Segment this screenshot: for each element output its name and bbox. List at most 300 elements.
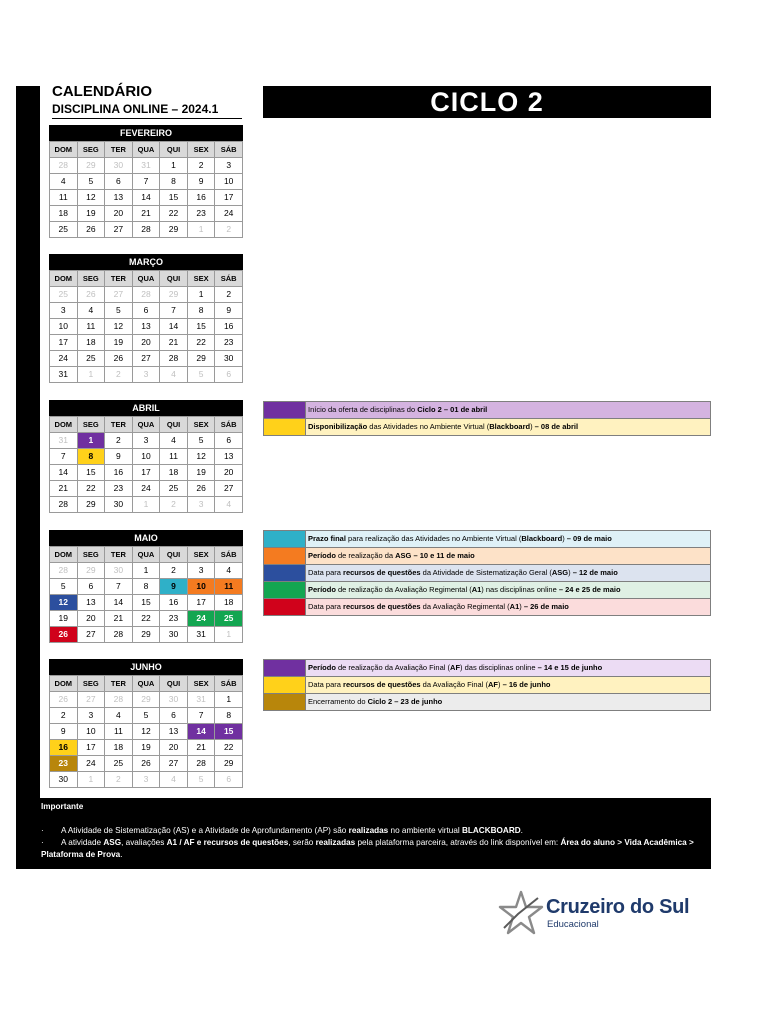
day-cell: 16 xyxy=(105,465,133,481)
day-cell: 2 xyxy=(50,708,78,724)
text-fragment: de realização da xyxy=(335,551,396,560)
bold-fragment: Blackboard xyxy=(489,422,531,431)
day-cell: 28 xyxy=(132,222,160,238)
week-row xyxy=(50,724,243,740)
day-cell: 30 xyxy=(160,627,188,643)
day-cell: 29 xyxy=(77,497,105,513)
day-cell: 14 xyxy=(132,190,160,206)
day-cell: 28 xyxy=(160,351,188,367)
week-row xyxy=(50,433,243,449)
day-cell: 13 xyxy=(160,724,188,740)
day-cell: 21 xyxy=(160,335,188,351)
bold-fragment: recursos de questões xyxy=(343,680,421,689)
legend-text xyxy=(306,677,710,693)
day-cell: 6 xyxy=(215,772,243,788)
weekday-header: DOM xyxy=(50,417,78,433)
bold-fragment: ASG xyxy=(103,838,122,847)
day-cell-highlighted: 8 xyxy=(77,449,105,465)
day-cell: 19 xyxy=(132,740,160,756)
bullet: · xyxy=(41,838,44,847)
day-cell: 11 xyxy=(77,319,105,335)
day-cell: 27 xyxy=(105,222,133,238)
day-cell: 22 xyxy=(215,740,243,756)
day-cell: 24 xyxy=(50,351,78,367)
day-cell: 4 xyxy=(160,433,188,449)
day-cell: 23 xyxy=(187,206,215,222)
bold-fragment: recursos de questões xyxy=(343,568,421,577)
text-fragment: Data para xyxy=(308,602,344,611)
day-cell: 21 xyxy=(105,611,133,627)
day-cell: 10 xyxy=(132,449,160,465)
text-fragment: Encerramento do xyxy=(308,697,368,706)
day-cell: 23 xyxy=(215,335,243,351)
month-grid xyxy=(49,270,243,383)
bold-fragment: Período xyxy=(308,663,336,672)
day-cell: 8 xyxy=(160,174,188,190)
week-row xyxy=(50,319,243,335)
day-cell: 31 xyxy=(187,692,215,708)
text-fragment: da Avaliação Regimental ( xyxy=(420,602,510,611)
day-cell: 4 xyxy=(105,708,133,724)
week-row xyxy=(50,740,243,756)
day-cell-highlighted: 14 xyxy=(187,724,215,740)
text-fragment: de realização da Avaliação Regimental ( xyxy=(335,585,472,594)
text-fragment: ) xyxy=(568,568,573,577)
day-cell: 14 xyxy=(160,319,188,335)
day-cell: 7 xyxy=(187,708,215,724)
bold-fragment: realizadas xyxy=(315,838,356,847)
day-cell: 21 xyxy=(50,481,78,497)
day-cell: 3 xyxy=(132,367,160,383)
text-fragment: ) das disciplinas online xyxy=(460,663,538,672)
week-row xyxy=(50,579,243,595)
legend-swatch xyxy=(264,531,306,547)
weekday-header: QUI xyxy=(160,676,188,692)
weekday-header: SEX xyxy=(187,271,215,287)
day-cell: 6 xyxy=(160,708,188,724)
legend-text xyxy=(306,599,710,615)
legend-junho xyxy=(263,659,711,711)
legend-swatch xyxy=(264,677,306,693)
day-cell: 30 xyxy=(105,497,133,513)
day-cell: 6 xyxy=(215,433,243,449)
bold-fragment: Ciclo 2 – 01 de abril xyxy=(417,405,488,414)
day-cell: 25 xyxy=(50,222,78,238)
day-cell: 22 xyxy=(77,481,105,497)
weekday-header: QUA xyxy=(132,547,160,563)
week-row xyxy=(50,708,243,724)
day-cell: 3 xyxy=(215,158,243,174)
weekday-header: QUA xyxy=(132,417,160,433)
weekday-header: QUA xyxy=(132,142,160,158)
text-fragment: , avaliações xyxy=(121,838,167,847)
logo-name: Cruzeiro do Sul xyxy=(546,896,690,918)
day-cell: 13 xyxy=(215,449,243,465)
text-fragment: Data para xyxy=(308,568,344,577)
legend-row xyxy=(263,401,711,419)
week-row xyxy=(50,481,243,497)
day-cell: 5 xyxy=(187,433,215,449)
weekday-header: SEX xyxy=(187,417,215,433)
header-rule xyxy=(52,118,242,119)
weekday-header: DOM xyxy=(50,271,78,287)
day-cell: 6 xyxy=(77,579,105,595)
day-cell: 2 xyxy=(160,497,188,513)
day-cell: 15 xyxy=(160,190,188,206)
day-cell: 1 xyxy=(77,367,105,383)
weekday-header: SEG xyxy=(77,676,105,692)
month-calendar-junho xyxy=(49,659,243,788)
day-cell-highlighted: 16 xyxy=(50,740,78,756)
day-cell: 4 xyxy=(50,174,78,190)
weekday-header: QUI xyxy=(160,142,188,158)
day-cell: 28 xyxy=(105,692,133,708)
day-cell: 28 xyxy=(132,287,160,303)
text-fragment: Início da oferta de disciplinas do xyxy=(308,405,418,414)
day-cell: 9 xyxy=(50,724,78,740)
legend-row xyxy=(263,548,711,565)
week-row xyxy=(50,627,243,643)
month-calendar-marco xyxy=(49,254,243,383)
bold-fragment: – 24 e 25 de maio xyxy=(558,585,621,594)
week-row xyxy=(50,367,243,383)
month-grid xyxy=(49,675,243,788)
text-fragment: ) nas disciplinas online xyxy=(481,585,559,594)
text-fragment: para realização das Atividades no Ambiente Virtual ( xyxy=(345,534,522,543)
day-cell: 2 xyxy=(215,222,243,238)
day-cell: 16 xyxy=(160,595,188,611)
day-cell: 3 xyxy=(50,303,78,319)
day-cell: 3 xyxy=(132,433,160,449)
day-cell-highlighted: 1 xyxy=(77,433,105,449)
legend-text xyxy=(306,402,710,418)
day-cell: 25 xyxy=(105,756,133,772)
week-row xyxy=(50,756,243,772)
legend-row xyxy=(263,565,711,582)
notes-title: Importante xyxy=(41,802,84,811)
day-cell: 15 xyxy=(77,465,105,481)
day-cell: 29 xyxy=(160,287,188,303)
month-title: MAIO xyxy=(49,530,243,546)
bold-fragment: AF xyxy=(487,680,498,689)
text-fragment: A Atividade de Sistematização (AS) e a Atividade de Aprofundamento (AP) são xyxy=(61,826,349,835)
day-cell: 17 xyxy=(187,595,215,611)
week-row xyxy=(50,692,243,708)
cycle-banner: CICLO 2 xyxy=(263,86,711,118)
day-cell: 21 xyxy=(132,206,160,222)
left-black-band xyxy=(16,86,40,869)
bold-fragment: AF xyxy=(450,663,461,672)
day-cell: 4 xyxy=(160,367,188,383)
text-fragment: . xyxy=(520,826,523,835)
day-cell: 4 xyxy=(215,497,243,513)
day-cell: 15 xyxy=(187,319,215,335)
month-title: ABRIL xyxy=(49,400,243,416)
day-cell: 12 xyxy=(187,449,215,465)
legend-swatch xyxy=(264,582,306,598)
day-cell: 1 xyxy=(215,692,243,708)
legend-swatch xyxy=(264,660,306,676)
bold-fragment: – 09 de maio xyxy=(566,534,612,543)
day-cell: 15 xyxy=(132,595,160,611)
weekday-header: DOM xyxy=(50,676,78,692)
bold-fragment: – 12 de maio xyxy=(572,568,618,577)
bold-fragment: Período xyxy=(308,585,336,594)
day-cell: 5 xyxy=(187,367,215,383)
day-cell: 31 xyxy=(50,433,78,449)
day-cell: 4 xyxy=(160,772,188,788)
day-cell: 18 xyxy=(50,206,78,222)
day-cell: 25 xyxy=(50,287,78,303)
day-cell: 19 xyxy=(77,206,105,222)
day-cell: 12 xyxy=(132,724,160,740)
bold-fragment: A1 xyxy=(471,585,482,594)
day-cell: 6 xyxy=(215,367,243,383)
weekday-row xyxy=(50,547,243,563)
day-cell: 31 xyxy=(132,158,160,174)
weekday-header: SEX xyxy=(187,547,215,563)
day-cell: 24 xyxy=(77,756,105,772)
week-row xyxy=(50,174,243,190)
day-cell: 13 xyxy=(77,595,105,611)
day-cell: 19 xyxy=(50,611,78,627)
day-cell: 2 xyxy=(105,433,133,449)
day-cell: 20 xyxy=(160,740,188,756)
day-cell: 3 xyxy=(132,772,160,788)
weekday-header: QUI xyxy=(160,271,188,287)
day-cell: 29 xyxy=(132,692,160,708)
week-row xyxy=(50,335,243,351)
legend-text xyxy=(306,660,710,676)
weekday-header: SEX xyxy=(187,676,215,692)
text-fragment: ) xyxy=(530,422,535,431)
weekday-header: SÁB xyxy=(215,271,243,287)
day-cell: 1 xyxy=(187,222,215,238)
weekday-row xyxy=(50,142,243,158)
weekday-header: SÁB xyxy=(215,676,243,692)
day-cell: 26 xyxy=(50,692,78,708)
day-cell-highlighted: 26 xyxy=(50,627,78,643)
day-cell: 22 xyxy=(187,335,215,351)
day-cell: 27 xyxy=(77,627,105,643)
day-cell: 9 xyxy=(215,303,243,319)
weekday-header: SEX xyxy=(187,142,215,158)
week-row xyxy=(50,303,243,319)
day-cell: 30 xyxy=(105,158,133,174)
weekday-header: TER xyxy=(105,547,133,563)
day-cell: 29 xyxy=(132,627,160,643)
day-cell: 28 xyxy=(187,756,215,772)
legend-row xyxy=(263,659,711,677)
day-cell: 9 xyxy=(105,449,133,465)
day-cell: 27 xyxy=(77,692,105,708)
day-cell: 14 xyxy=(105,595,133,611)
weekday-header: DOM xyxy=(50,547,78,563)
bold-fragment: Ciclo 2 – 23 de junho xyxy=(367,697,443,706)
legend-swatch xyxy=(264,694,306,710)
text-fragment: ) xyxy=(519,602,524,611)
day-cell: 2 xyxy=(187,158,215,174)
day-cell-highlighted: 25 xyxy=(215,611,243,627)
note-item-1 xyxy=(41,825,711,837)
note-text-1 xyxy=(61,826,523,835)
weekday-row xyxy=(50,271,243,287)
day-cell: 1 xyxy=(187,287,215,303)
day-cell: 27 xyxy=(160,756,188,772)
weekday-row xyxy=(50,676,243,692)
day-cell: 22 xyxy=(132,611,160,627)
text-fragment: da Atividade de Sistematização Geral ( xyxy=(420,568,552,577)
day-cell: 20 xyxy=(77,611,105,627)
day-cell: 31 xyxy=(187,627,215,643)
day-cell: 19 xyxy=(105,335,133,351)
legend-row xyxy=(263,530,711,548)
day-cell: 27 xyxy=(105,287,133,303)
legend-row xyxy=(263,694,711,711)
bold-fragment: – 14 e 15 de junho xyxy=(537,663,603,672)
day-cell: 29 xyxy=(160,222,188,238)
weekday-header: SÁB xyxy=(215,417,243,433)
bold-fragment: BLACKBOARD xyxy=(461,826,521,835)
week-row xyxy=(50,190,243,206)
day-cell: 6 xyxy=(132,303,160,319)
day-cell: 3 xyxy=(187,563,215,579)
month-calendar-abril xyxy=(49,400,243,513)
day-cell: 1 xyxy=(160,158,188,174)
text-fragment: das Atividades no Ambiente Virtual ( xyxy=(367,422,490,431)
legend-swatch xyxy=(264,548,306,564)
bold-fragment: Período xyxy=(308,551,336,560)
week-row xyxy=(50,595,243,611)
text-fragment: ) xyxy=(497,680,503,689)
day-cell: 1 xyxy=(215,627,243,643)
month-title: FEVEREIRO xyxy=(49,125,243,141)
legend-row xyxy=(263,582,711,599)
day-cell: 10 xyxy=(77,724,105,740)
day-cell: 5 xyxy=(187,772,215,788)
day-cell: 4 xyxy=(77,303,105,319)
note-text-2 xyxy=(41,838,694,859)
day-cell: 8 xyxy=(187,303,215,319)
bold-fragment: realizadas xyxy=(348,826,389,835)
week-row xyxy=(50,351,243,367)
day-cell: 30 xyxy=(160,692,188,708)
day-cell-highlighted: 23 xyxy=(50,756,78,772)
month-grid xyxy=(49,141,243,238)
day-cell: 18 xyxy=(160,465,188,481)
bold-fragment: Blackboard xyxy=(521,534,563,543)
day-cell: 26 xyxy=(77,222,105,238)
day-cell: 5 xyxy=(77,174,105,190)
day-cell: 28 xyxy=(105,627,133,643)
week-row xyxy=(50,497,243,513)
bold-fragment: – 26 de maio xyxy=(523,602,569,611)
week-row xyxy=(50,611,243,627)
day-cell: 24 xyxy=(215,206,243,222)
weekday-header: QUI xyxy=(160,547,188,563)
week-row xyxy=(50,287,243,303)
day-cell: 19 xyxy=(187,465,215,481)
day-cell: 27 xyxy=(215,481,243,497)
logo-subtitle: Educacional xyxy=(547,919,599,930)
day-cell: 3 xyxy=(187,497,215,513)
day-cell: 26 xyxy=(105,351,133,367)
legend-text xyxy=(306,582,710,598)
day-cell: 11 xyxy=(50,190,78,206)
month-grid xyxy=(49,546,243,643)
day-cell: 7 xyxy=(132,174,160,190)
weekday-header: QUA xyxy=(132,676,160,692)
legend-row xyxy=(263,419,711,436)
day-cell: 8 xyxy=(215,708,243,724)
day-cell: 17 xyxy=(215,190,243,206)
week-row xyxy=(50,449,243,465)
weekday-header: SEG xyxy=(77,417,105,433)
bold-fragment: recursos de questões xyxy=(343,602,421,611)
calendar-subtitle: DISCIPLINA ONLINE – 2024.1 xyxy=(52,102,219,116)
weekday-header: SÁB xyxy=(215,142,243,158)
day-cell: 20 xyxy=(215,465,243,481)
day-cell: 1 xyxy=(132,563,160,579)
day-cell: 13 xyxy=(132,319,160,335)
day-cell: 2 xyxy=(160,563,188,579)
day-cell: 18 xyxy=(77,335,105,351)
day-cell-highlighted: 10 xyxy=(187,579,215,595)
day-cell: 31 xyxy=(50,367,78,383)
day-cell: 28 xyxy=(50,563,78,579)
day-cell: 5 xyxy=(132,708,160,724)
day-cell: 28 xyxy=(50,497,78,513)
day-cell: 5 xyxy=(105,303,133,319)
month-calendar-maio xyxy=(49,530,243,643)
day-cell: 30 xyxy=(50,772,78,788)
day-cell: 16 xyxy=(187,190,215,206)
day-cell: 7 xyxy=(50,449,78,465)
day-cell: 25 xyxy=(77,351,105,367)
day-cell: 16 xyxy=(215,319,243,335)
day-cell-highlighted: 12 xyxy=(50,595,78,611)
day-cell: 8 xyxy=(132,579,160,595)
day-cell: 18 xyxy=(215,595,243,611)
legend-abril xyxy=(263,401,711,436)
day-cell: 20 xyxy=(132,335,160,351)
legend-maio xyxy=(263,530,711,616)
day-cell: 2 xyxy=(215,287,243,303)
day-cell-highlighted: 15 xyxy=(215,724,243,740)
day-cell-highlighted: 11 xyxy=(215,579,243,595)
weekday-header: DOM xyxy=(50,142,78,158)
legend-swatch xyxy=(264,599,306,615)
day-cell: 26 xyxy=(132,756,160,772)
weekday-header: SEG xyxy=(77,271,105,287)
day-cell: 27 xyxy=(132,351,160,367)
month-grid xyxy=(49,416,243,513)
weekday-header: TER xyxy=(105,142,133,158)
text-fragment: A atividade xyxy=(61,838,104,847)
legend-swatch xyxy=(264,419,306,435)
day-cell-highlighted: 9 xyxy=(160,579,188,595)
day-cell: 29 xyxy=(77,563,105,579)
day-cell: 23 xyxy=(105,481,133,497)
calendar-title: CALENDÁRIO xyxy=(52,83,152,100)
weekday-header: TER xyxy=(105,676,133,692)
legend-row xyxy=(263,599,711,616)
text-fragment: ) xyxy=(562,534,567,543)
text-fragment: . xyxy=(120,850,123,859)
bold-fragment: Prazo final xyxy=(308,534,346,543)
week-row xyxy=(50,222,243,238)
legend-row xyxy=(263,677,711,694)
